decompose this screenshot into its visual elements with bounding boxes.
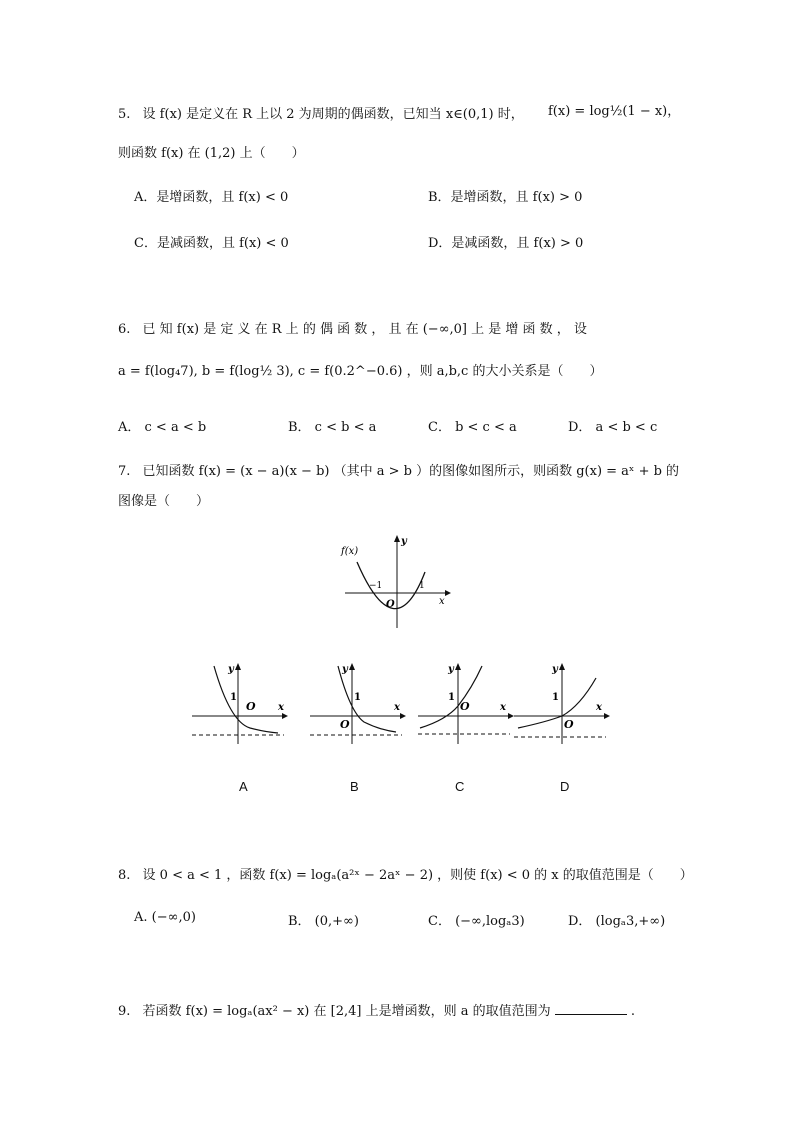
q5-line1 <box>118 103 524 122</box>
graph-a-y-arrow <box>235 663 241 670</box>
q6-number: 6. <box>118 322 131 337</box>
graph-d-x-arrow <box>604 713 610 719</box>
q9-answer-blank[interactable] <box>555 1000 627 1015</box>
graph-a-x-label: x <box>278 702 284 713</box>
q8-line1 <box>118 864 693 883</box>
q7-graph-a <box>190 660 290 744</box>
q5-option-a[interactable]: A．是增函数，且 f(x) < 0 <box>134 190 289 205</box>
graph-b-o: O <box>340 718 350 731</box>
graph-d-y-arrow <box>559 663 565 670</box>
q7-graph-d <box>512 660 612 744</box>
graph-d-y-label: y <box>552 664 558 675</box>
main-x-arrow <box>445 590 451 596</box>
q7-main-graph <box>335 532 455 632</box>
q6-line2: a = f(log₄7), b = f(log½ 3), c = f(0.2^−0.6) ，则 a,b,c 的大小关系是（ ） <box>118 364 603 379</box>
q6-option-c[interactable]: C． b < c < a <box>428 420 517 435</box>
q8-option-d[interactable]: D． (logₐ3,+∞) <box>568 914 666 929</box>
q5-stem: 设 f(x) 是定义在 R 上以 2 为周期的偶函数，已知当 x∈(0,1) 时， <box>142 107 524 122</box>
graph-c-x-label: x <box>500 702 506 713</box>
main-label-x: x <box>439 596 445 607</box>
main-label-o: O <box>386 599 395 610</box>
q8-option-c[interactable]: C． (−∞,logₐ3) <box>428 914 525 929</box>
q6-option-d[interactable]: D． a < b < c <box>568 420 658 435</box>
q7-caption-a[interactable]: A <box>239 779 248 794</box>
q9-line1 <box>118 1000 635 1019</box>
graph-c-y-arrow <box>455 663 461 670</box>
graph-c-y-label: y <box>448 664 454 675</box>
graph-b-y-arrow <box>349 663 355 670</box>
main-tick-neg1: −1 <box>369 581 383 591</box>
q7-line2: 图像是（ ） <box>118 494 210 509</box>
q5-number: 5. <box>118 107 131 122</box>
q6-option-a[interactable]: A． c < a < b <box>118 420 207 435</box>
q7-stem: 已知函数 f(x) = (x − a)(x − b) （其中 a > b ）的图像如图所示，则函数 g(x) = aˣ + b 的 <box>142 464 680 479</box>
q8-option-a[interactable]: A. (−∞,0) <box>134 910 196 925</box>
q5-option-d[interactable]: D．是减函数，且 f(x) > 0 <box>428 236 584 251</box>
graph-b-x-label: x <box>394 702 400 713</box>
q5-option-c[interactable]: C．是减函数，且 f(x) < 0 <box>134 236 289 251</box>
graph-d-o: O <box>564 718 574 731</box>
main-label-f: f(x) <box>341 546 359 557</box>
q7-line1 <box>118 460 679 479</box>
q6-line1 <box>118 318 587 337</box>
q7-caption-c[interactable]: C <box>455 779 465 794</box>
graph-c-o: O <box>460 700 470 713</box>
q7-caption-b[interactable]: B <box>350 779 359 794</box>
q8-stem: 设 0 < a < 1 ，函数 f(x) = logₐ(a²ˣ − 2aˣ − 2) ，则使 f(x) < 0 的 x 的取值范围是（ ） <box>142 868 693 883</box>
q9-number: 9. <box>118 1004 131 1019</box>
graph-a-y-label: y <box>228 664 234 675</box>
graph-a-o: O <box>246 700 256 713</box>
main-y-arrow <box>394 535 400 542</box>
q5-formula: f(x) = log½(1 − x)， <box>548 104 681 119</box>
graph-d-one: 1 <box>552 692 559 703</box>
graph-b-one: 1 <box>354 692 361 703</box>
q7-graph-b <box>308 660 408 744</box>
q6-stem: 已 知 f(x) 是 定 义 在 R 上 的 偶 函 数 ， 且 在 (−∞,0] 上 是 增 函 数 ， 设 <box>142 322 587 337</box>
graph-b-x-arrow <box>400 713 406 719</box>
q8-option-b[interactable]: B． (0,+∞) <box>288 914 359 929</box>
graph-d-x-label: x <box>596 702 602 713</box>
graph-d-curve <box>518 678 596 728</box>
q6-option-b[interactable]: B． c < b < a <box>288 420 377 435</box>
q5-line2: 则函数 f(x) 在 (1,2) 上（ ） <box>118 146 305 161</box>
graph-c-one: 1 <box>448 692 455 703</box>
q8-number: 8. <box>118 868 131 883</box>
graph-a-one: 1 <box>230 692 237 703</box>
q7-graph-c <box>416 660 516 744</box>
main-tick-1: 1 <box>419 581 425 591</box>
q9-tail: . <box>630 1004 636 1019</box>
graph-a-x-arrow <box>282 713 288 719</box>
graph-b-y-label: y <box>342 664 348 675</box>
q7-caption-d[interactable]: D <box>560 779 570 794</box>
q7-number: 7. <box>118 464 131 479</box>
q9-stem: 若函数 f(x) = logₐ(ax² − x) 在 [2,4] 上是增函数，则 a 的取值范围为 <box>142 1004 551 1019</box>
q5-option-b[interactable]: B．是增函数，且 f(x) > 0 <box>428 190 583 205</box>
main-label-y: y <box>401 536 407 547</box>
